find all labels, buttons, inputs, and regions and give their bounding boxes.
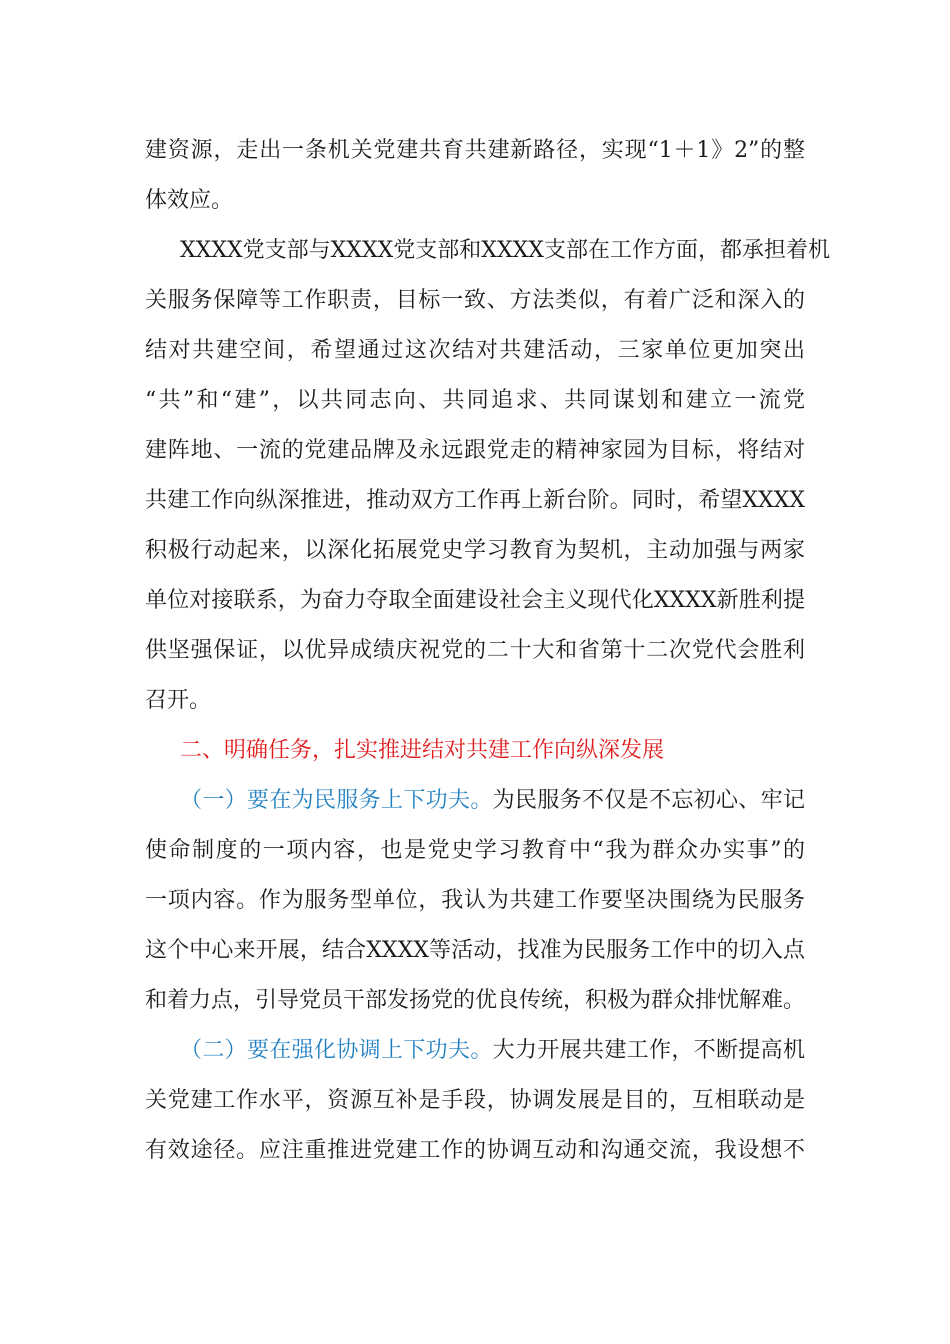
text-line: 有效途径。应注重推进党建工作的协调互动和沟通交流，我设想不 [145, 1138, 805, 1163]
text-run: 大力开展共建工作，不断提高机 [492, 1038, 805, 1063]
text-line: 这个中心来开展，结合XXXX等活动，找准为民服务工作中的切入点 [145, 938, 805, 963]
text-line [180, 1033, 805, 1069]
text-line: 积极行动起来，以深化拓展党史学习教育为契机，主动加强与两家 [145, 538, 805, 563]
text-line: 和着力点，引导党员干部发扬党的优良传统，积极为群众排忧解难。 [145, 988, 806, 1013]
text-run: 为民服务不仅是不忘初心、牢记 [492, 788, 805, 813]
text-line: XXXX党支部与XXXX党支部和XXXX支部在工作方面，都承担着机 [180, 238, 830, 263]
text-line: 一项内容。作为服务型单位，我认为共建工作要坚决围绕为民服务 [145, 888, 805, 913]
text-line: “共”和“建”，以共同志向、共同追求、共同谋划和建立一流党 [145, 388, 805, 413]
text-line: 建阵地、一流的党建品牌及永远跟党走的精神家园为目标，将结对 [145, 438, 805, 463]
text-line: 关服务保障等工作职责，目标一致、方法类似，有着广泛和深入的 [145, 288, 805, 313]
text-line: 共建工作向纵深推进，推动双方工作再上新台阶。同时，希望XXXX [145, 488, 805, 513]
text-line: 使命制度的一项内容，也是党史学习教育中“我为群众办实事”的 [145, 838, 805, 863]
text-line: 结对共建空间，希望通过这次结对共建活动，三家单位更加突出 [145, 338, 805, 363]
text-line: 体效应。 [145, 188, 234, 213]
text-line: 召开。 [145, 688, 212, 713]
text-line: 建资源，走出一条机关党建共育共建新路径，实现“1＋1》2”的整 [145, 138, 805, 163]
text-line: 关党建工作水平，资源互补是手段，协调发展是目的，互相联动是 [145, 1088, 805, 1113]
text-line [180, 783, 805, 819]
sub-heading: （二）要在强化协调上下功夫。 [180, 1038, 493, 1063]
text-line: 供坚强保证，以优异成绩庆祝党的二十大和省第十二次党代会胜利 [145, 638, 805, 663]
section-heading: 二、明确任务，扎实推进结对共建工作向纵深发展 [180, 738, 665, 763]
sub-heading: （一）要在为民服务上下功夫。 [180, 788, 493, 813]
text-line: 单位对接联系，为奋力夺取全面建设社会主义现代化XXXX新胜利提 [145, 588, 805, 613]
